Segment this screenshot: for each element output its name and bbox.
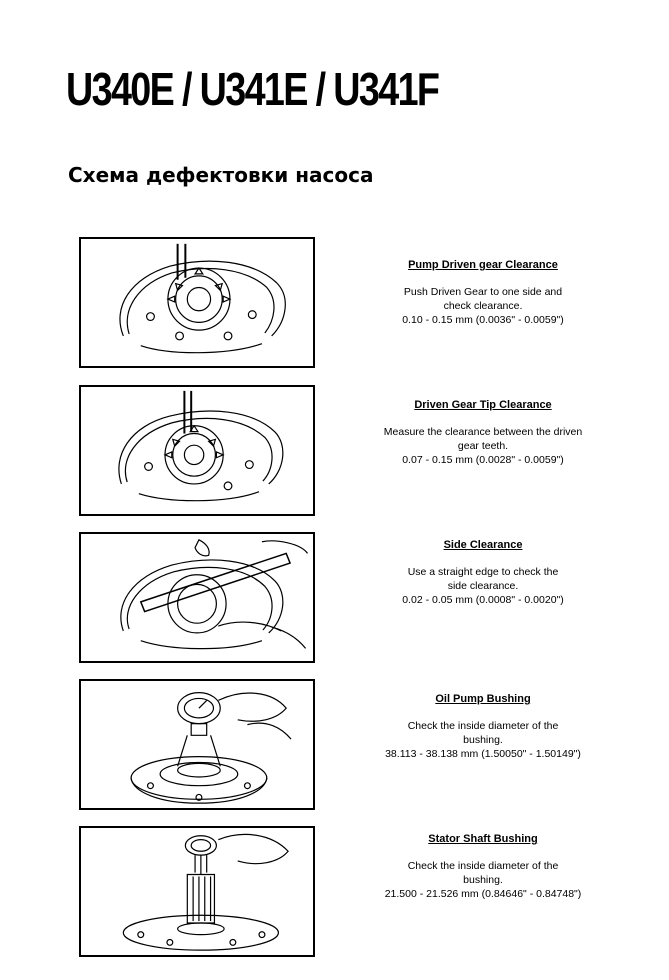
- item-1-line-3: 0.10 - 0.15 mm (0.0036" - 0.0059"): [402, 314, 564, 326]
- pump-driven-gear-clearance-illustration: [81, 239, 313, 366]
- illustration-frame-2: [79, 385, 315, 516]
- side-clearance-illustration: [81, 534, 313, 661]
- item-2-line-1: Measure the clearance between the driven: [383, 426, 583, 438]
- item-3-description: [368, 538, 598, 607]
- oil-pump-bushing-illustration: [81, 681, 313, 808]
- item-2-line-3: 0.07 - 0.15 mm (0.0028" - 0.0059"): [402, 454, 564, 466]
- item-3-line-1: Use a straight edge to check the: [407, 566, 559, 578]
- stator-shaft-bushing-illustration: [81, 828, 313, 955]
- item-1-heading: Pump Driven gear Clearance: [408, 259, 558, 271]
- item-2-line-2: gear teeth.: [457, 440, 509, 452]
- illustration-frame-5: [79, 826, 315, 957]
- item-1-line-2: check clearance.: [443, 300, 523, 312]
- document-subtitle: Схема дефектовки насоса: [68, 163, 374, 187]
- item-3-line-2: side clearance.: [447, 580, 519, 592]
- item-2-heading: Driven Gear Tip Clearance: [414, 399, 552, 411]
- illustration-frame-1: [79, 237, 315, 368]
- item-5-description: [368, 832, 598, 901]
- item-4-description: [368, 692, 598, 761]
- item-5-line-3: 21.500 - 21.526 mm (0.84646" - 0.84748"): [384, 888, 582, 900]
- item-4-line-1: Check the inside diameter of the: [407, 720, 559, 732]
- item-4-heading: Oil Pump Bushing: [435, 693, 531, 705]
- document-title: U340E / U341E / U341F: [66, 63, 439, 115]
- item-4-line-2: bushing.: [463, 734, 503, 746]
- item-5-line-1: Check the inside diameter of the: [407, 860, 559, 872]
- item-3-line-3: 0.02 - 0.05 mm (0.0008" - 0.0020"): [402, 594, 564, 606]
- item-2-description: [368, 398, 598, 467]
- item-5-line-2: bushing.: [463, 874, 503, 886]
- illustration-frame-4: [79, 679, 315, 810]
- item-5-heading: Stator Shaft Bushing: [428, 833, 538, 845]
- item-3-heading: Side Clearance: [443, 539, 523, 551]
- item-1-description: [368, 258, 598, 327]
- driven-gear-tip-clearance-illustration: [81, 387, 313, 514]
- item-4-line-3: 38.113 - 38.138 mm (1.50050" - 1.50149"): [385, 748, 581, 760]
- illustration-frame-3: [79, 532, 315, 663]
- item-1-line-1: Push Driven Gear to one side and: [403, 286, 563, 298]
